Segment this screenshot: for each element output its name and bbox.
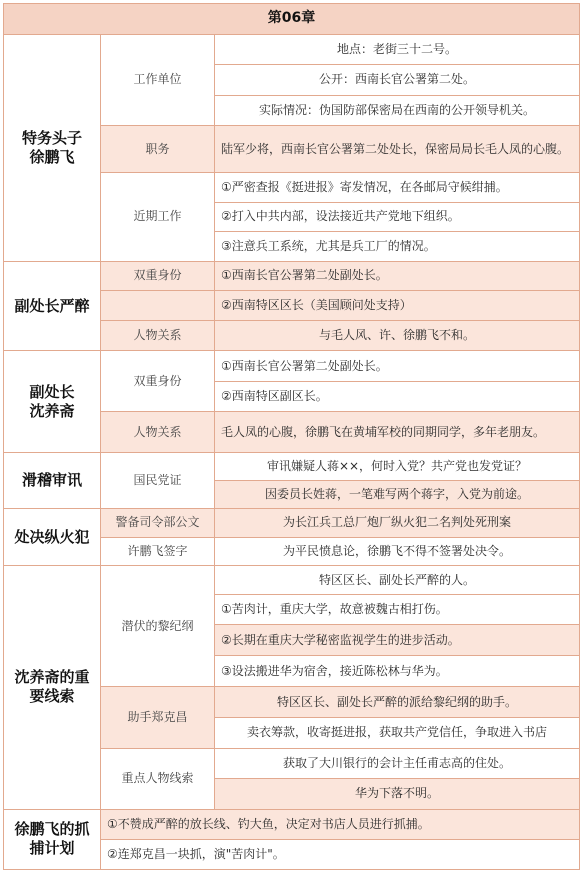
chapter-summary-table <box>3 3 580 870</box>
key-person-2: 华为下落不明。 <box>215 779 580 810</box>
section-deputy-yanzui: 副处长严醉 <box>4 261 101 351</box>
interrogation-1: 审讯嫌疑人蒋××，何时入党？共产党也发党证？ <box>215 453 580 481</box>
section-label: 沈养斋的重 要线索 <box>14 668 90 706</box>
section-comic-interrogation: 滑稽审讯 <box>4 453 101 509</box>
plan-1: ①不赞成严醉的放长线、钓大鱼，决定对书店人员进行抓捕。 <box>101 809 580 840</box>
section-label: 副处长 沈养斋 <box>29 382 75 420</box>
row-label-recent-work: 近期工作 <box>101 173 215 262</box>
key-person-1: 获取了大川银行的会计主任甫志高的住处。 <box>215 748 580 779</box>
signature-text: 为平民愤息论，徐鹏飞不得不签署处决令。 <box>215 537 580 566</box>
garrison-doc-text: 为长江兵工总厂炮厂纵火犯二名判处死刑案 <box>215 509 580 538</box>
interrogation-2: 因委员长姓蒋，一笔难写两个蒋字，入党为前途。 <box>215 480 580 509</box>
work-unit-address: 地点：老街三十二号。 <box>215 34 580 65</box>
chapter-title: 第06章 <box>4 4 580 35</box>
section-label: 徐鹏飞的抓 捕计划 <box>14 820 90 858</box>
identity-2: ②西南特区副区长。 <box>215 381 580 412</box>
row-label-relation: 人物关系 <box>101 320 215 351</box>
relation-text: 毛人凤的心腹，徐鹏飞在黄埔军校的同期同学，多年老朋友。 <box>215 412 580 453</box>
zhengkechang-1: 特区区长、副处长严醉的派给黎纪纲的助手。 <box>215 687 580 718</box>
section-shen-clues <box>4 566 101 809</box>
section-label: 特务头子 徐鹏飞 <box>21 128 82 166</box>
recent-work-3: ③注意兵工系统，尤其是兵工厂的情况。 <box>215 232 580 262</box>
position-text: 陆军少将，西南长官公署第二处处长，保密局局长毛人凤的心腹。 <box>215 126 580 173</box>
recent-work-2: ②打入中共内部，设法接近共产党地下组织。 <box>215 202 580 232</box>
recent-work-1: ①严密查报《挺进报》寄发情况，在各邮局守候绀捕。 <box>215 173 580 203</box>
row-label-relation: 人物关系 <box>101 412 215 453</box>
row-label-signature: 许鹏飞签字 <box>101 537 215 566</box>
section-deputy-shen <box>4 351 101 453</box>
row-label-garrison-doc: 警备司令部公文 <box>101 509 215 538</box>
zhengkechang-2: 卖衣筹款，收寄挺进报，获取共产党信任，争取进入书店 <box>215 718 580 749</box>
row-label-party-card: 国民党证 <box>101 453 215 509</box>
identity-1: ①西南长官公署第二处副处长。 <box>215 351 580 382</box>
relation-text: 与毛人风、许、徐鹏飞不和。 <box>215 320 580 351</box>
section-execution: 处决纵火犯 <box>4 509 101 566</box>
work-unit-public: 公开：西南长官公署第二处。 <box>215 65 580 96</box>
row-label-identity: 双重身份 <box>101 351 215 412</box>
lijigang-1: ①苦肉计，重庆大学，故意被魏古相打伤。 <box>215 594 580 625</box>
row-label-zhengkechang: 助手郑克昌 <box>101 687 215 748</box>
row-label-lijigang: 潜伏的黎纪纲 <box>101 566 215 687</box>
row-label-position: 职务 <box>101 126 215 173</box>
row-label-key-person: 重点人物线索 <box>101 748 215 809</box>
lijigang-2: ②长期在重庆大学秘密监视学生的进步活动。 <box>215 625 580 656</box>
row-label-identity: 双重身份 <box>101 261 215 291</box>
lijigang-3: ③设法搬进华为宿舍，接近陈松林与华为。 <box>215 655 580 687</box>
plan-2: ②连郑克昌一块抓，演"苦肉计"。 <box>101 840 580 870</box>
identity-2: ②西南特区区长（美国顾问处支持） <box>215 291 580 321</box>
lijigang-0: 特区区长、副处长严醉的人。 <box>215 566 580 595</box>
section-arrest-plan <box>4 809 101 869</box>
work-unit-actual: 实际情况：伪国防部保密局在西南的公开领导机关。 <box>215 95 580 126</box>
section-spy-chief <box>4 34 101 261</box>
identity-1: ①西南长官公署第二处副处长。 <box>215 261 580 291</box>
empty-cell <box>101 291 215 321</box>
row-label-work-unit: 工作单位 <box>101 34 215 126</box>
